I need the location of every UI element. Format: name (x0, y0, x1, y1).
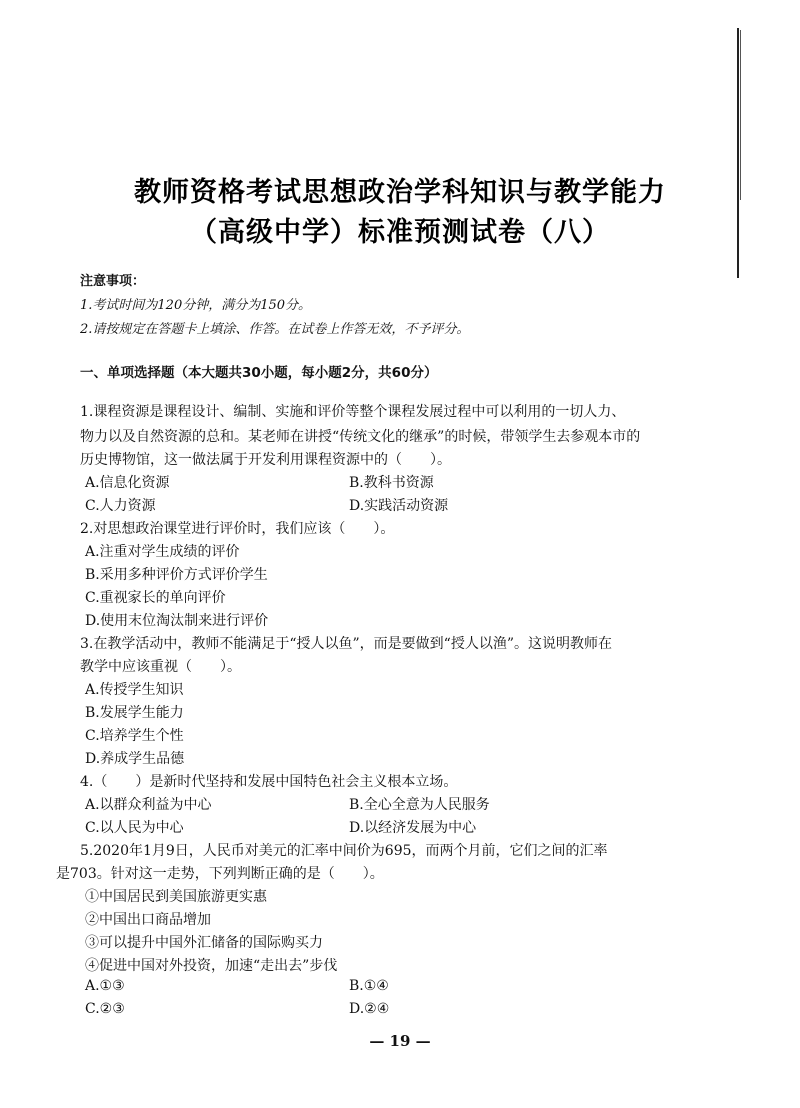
statement: ②中国出口商品增加 (85, 912, 211, 928)
option: D.以经济发展为中心 (349, 820, 477, 836)
statement: ①中国居民到美国旅游更实惠 (85, 889, 267, 905)
question-stem: 是703。针对这一走势，下列判断正确的是（ ）。 (56, 866, 384, 882)
option: A.信息化资源 (85, 475, 170, 491)
option: A.以群众利益为中心 (85, 797, 212, 813)
question-stem: 教学中应该重视（ ）。 (80, 659, 241, 675)
exam-title-line2: （高级中学）标准预测试卷（八） (190, 217, 610, 248)
option: C.重视家长的单向评价 (85, 590, 226, 606)
option: B.①④ (349, 978, 389, 994)
question-stem: 3.在教学活动中，教师不能满足于“授人以鱼”，而是要做到“授人以渔”。这说明教师在 (80, 636, 612, 652)
notice-item: 2.请按规定在答题卡上填涂、作答。在试卷上作答无效，不予评分。 (80, 322, 470, 337)
option: B.采用多种评价方式评价学生 (85, 567, 268, 583)
question-stem: 物力以及自然资源的总和。某老师在讲授“传统文化的继承”的时候，带领学生去参观本市的 (80, 429, 641, 445)
notice-heading: 注意事项： (80, 274, 146, 289)
option: A.注重对学生成绩的评价 (85, 544, 240, 560)
section-heading: 一、单项选择题（本大题共30小题，每小题2分，共60分） (80, 365, 438, 381)
statement: ③可以提升中国外汇储备的国际购买力 (85, 935, 323, 951)
option: B.全心全意为人民服务 (349, 797, 490, 813)
option: C.培养学生个性 (85, 728, 184, 744)
option: B.发展学生能力 (85, 705, 184, 721)
page-number: — 19 — (369, 1032, 431, 1050)
notice-item: 1.考试时间为120分钟，满分为150分。 (80, 298, 312, 313)
option: D.②④ (349, 1001, 390, 1017)
option: C.②③ (85, 1001, 125, 1017)
option: B.教科书资源 (349, 475, 434, 491)
option: C.以人民为中心 (85, 820, 184, 836)
question-stem: 2.对思想政治课堂进行评价时，我们应该（ ）。 (80, 521, 395, 537)
option: A.①③ (85, 978, 125, 994)
question-stem: 4.（ ）是新时代坚持和发展中国特色社会主义根本立场。 (80, 774, 458, 790)
question-stem: 1.课程资源是课程设计、编制、实施和评价等整个课程发展过程中可以利用的一切人力、 (80, 404, 626, 420)
option: D.养成学生品德 (85, 751, 185, 767)
option: D.使用末位淘汰制来进行评价 (85, 613, 269, 629)
exam-title-line1: 教师资格考试思想政治学科知识与教学能力 (134, 177, 666, 208)
question-stem: 5.2020年1月9日，人民币对美元的汇率中间价为695，而两个月前，它们之间的汇率 (80, 843, 608, 859)
question-stem: 历史博物馆，这一做法属于开发利用课程资源中的（ ）。 (80, 452, 451, 468)
option: C.人力资源 (85, 498, 156, 514)
option: A.传授学生知识 (85, 682, 184, 698)
statement: ④促进中国对外投资，加速“走出去”步伐 (85, 958, 338, 974)
option: D.实践活动资源 (349, 498, 449, 514)
